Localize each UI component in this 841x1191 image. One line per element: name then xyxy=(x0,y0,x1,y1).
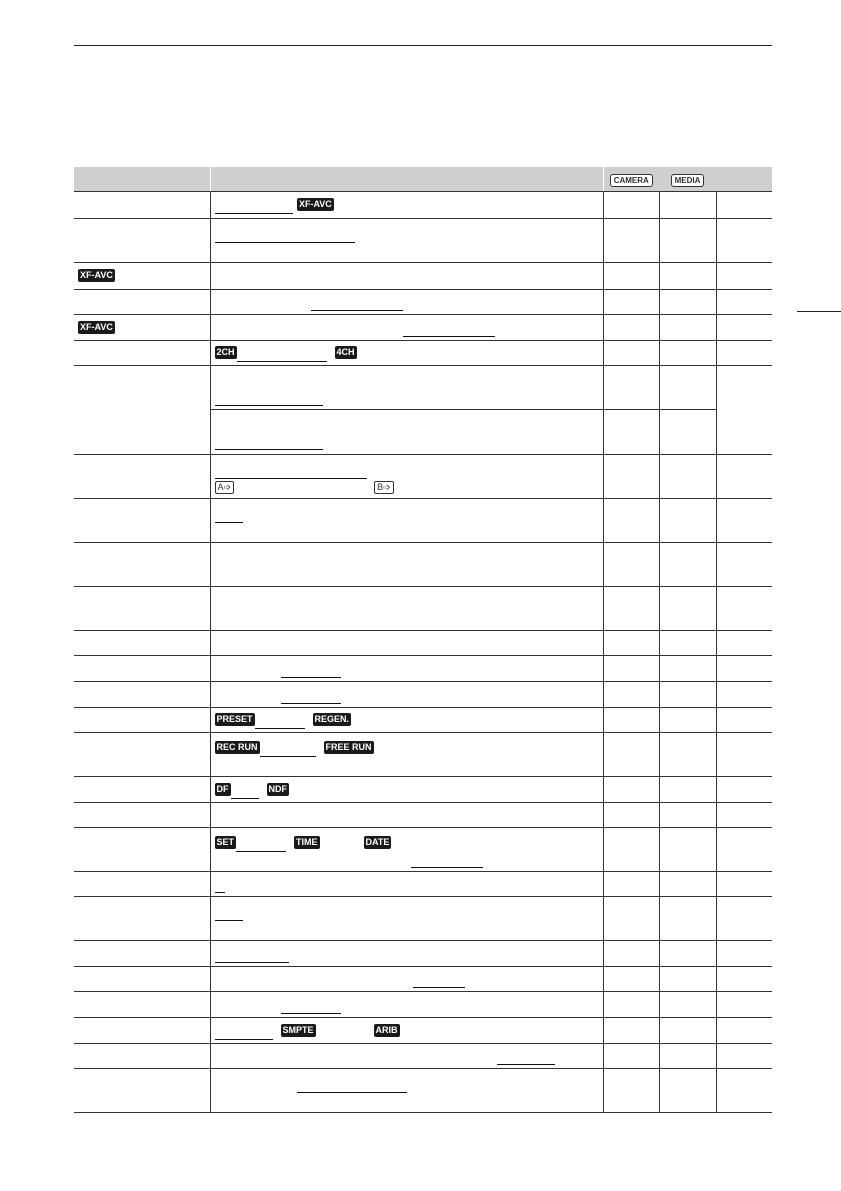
rec-run-icon: REC RUN xyxy=(216,741,258,752)
table-row xyxy=(74,631,772,656)
2ch-icon: 2CH xyxy=(216,347,235,358)
header-setting-options xyxy=(210,167,603,192)
table-row xyxy=(74,941,772,967)
table-row xyxy=(74,219,772,263)
xf-avc-icon: XF-AVC xyxy=(298,199,332,210)
default-underline xyxy=(215,201,293,214)
top-rule xyxy=(74,45,772,46)
slot-b-arrow-icon: B➩ xyxy=(374,481,394,494)
menu-item-cell xyxy=(74,192,210,219)
default-underline xyxy=(281,665,341,678)
media-mode-icon: MEDIA xyxy=(671,174,705,187)
table-row xyxy=(74,543,772,587)
table-row xyxy=(74,803,772,828)
table-row xyxy=(74,1018,772,1044)
default-underline xyxy=(281,1001,341,1014)
header-camera-mode xyxy=(603,167,659,192)
default-underline xyxy=(215,437,323,450)
header-page xyxy=(716,167,772,192)
table-header-row xyxy=(74,167,772,192)
table-row xyxy=(74,872,772,897)
side-tab-marker xyxy=(797,311,841,312)
preset-icon: PRESET xyxy=(216,714,253,725)
table-row xyxy=(74,733,772,777)
table-row xyxy=(74,828,772,872)
free-run-icon: FREE RUN xyxy=(325,741,372,752)
default-underline xyxy=(215,880,225,893)
menu-settings-table xyxy=(74,167,772,1113)
table-row xyxy=(74,1069,772,1113)
default-underline xyxy=(497,1052,555,1065)
default-underline xyxy=(311,298,403,311)
table-row xyxy=(74,708,772,733)
table-row xyxy=(74,967,772,992)
table-row xyxy=(74,499,772,543)
table-row xyxy=(74,777,772,803)
header-menu-item xyxy=(74,167,210,192)
xf-avc-icon: XF-AVC xyxy=(80,270,113,281)
options-cell xyxy=(210,192,603,219)
slot-a-arrow-icon: A➩ xyxy=(215,481,235,494)
header-media-mode xyxy=(659,167,716,192)
table-row xyxy=(74,587,772,631)
xf-avc-icon: XF-AVC xyxy=(80,321,113,332)
default-underline xyxy=(215,950,289,963)
table-row xyxy=(74,315,772,341)
default-underline xyxy=(281,691,341,704)
table-row xyxy=(74,992,772,1018)
table-row xyxy=(74,455,772,499)
table-row xyxy=(74,366,772,410)
table-row xyxy=(74,1044,772,1069)
arib-icon: ARIB xyxy=(375,1024,398,1035)
table-row xyxy=(74,192,772,219)
table-row xyxy=(74,682,772,708)
table-row xyxy=(74,263,772,290)
date-icon: DATE xyxy=(365,836,390,847)
default-underline xyxy=(215,1027,273,1040)
camera-mode-icon: CAMERA xyxy=(610,174,653,187)
table-row xyxy=(74,656,772,682)
regen-icon: REGEN. xyxy=(314,714,350,725)
table-row xyxy=(74,341,772,366)
time-icon: TIME xyxy=(296,836,318,847)
default-underline xyxy=(403,324,495,337)
df-icon: DF xyxy=(216,783,229,794)
default-underline xyxy=(215,393,323,406)
table-row xyxy=(74,897,772,941)
default-underline xyxy=(413,975,465,988)
ndf-icon: NDF xyxy=(268,783,287,794)
table-row xyxy=(74,290,772,315)
smpte-icon: SMPTE xyxy=(282,1024,314,1035)
default-underline xyxy=(411,855,483,868)
set-icon: SET xyxy=(216,836,235,847)
4ch-icon: 4CH xyxy=(336,347,355,358)
